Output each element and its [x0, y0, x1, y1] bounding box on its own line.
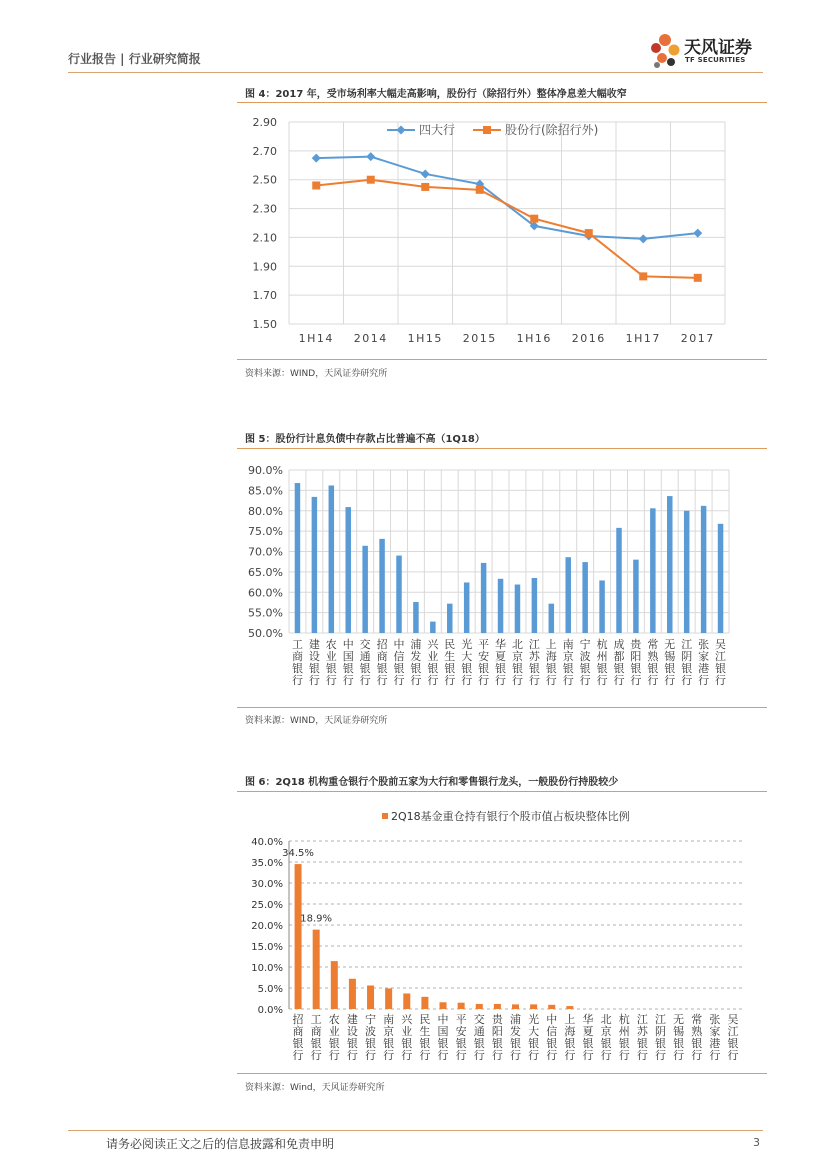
x-tick-label: 1H15 — [407, 332, 443, 345]
data-point — [312, 181, 320, 189]
data-point — [476, 186, 484, 194]
y-tick-label: 0.0% — [257, 1005, 283, 1016]
bar — [413, 602, 419, 633]
x-tick-label: 中信银行 — [393, 638, 405, 687]
bar — [494, 1004, 501, 1009]
bar — [345, 507, 351, 633]
x-tick-label: 建设银行 — [346, 1013, 358, 1062]
y-tick-label: 5.0% — [257, 984, 283, 995]
x-tick-label: 吴江银行 — [727, 1013, 739, 1062]
x-tick-label: 杭州银行 — [596, 638, 608, 687]
figure-6-bottom-rule — [237, 1073, 767, 1074]
header-divider — [68, 72, 763, 73]
bar — [667, 496, 673, 633]
x-tick-label: 贵阳银行 — [491, 1013, 503, 1062]
data-label: 34.5% — [282, 848, 314, 860]
x-tick-label: 1H14 — [298, 332, 334, 345]
x-tick-label: 农业银行 — [325, 638, 337, 687]
x-tick-label: 成都银行 — [613, 638, 625, 687]
figure-6-bar-chart — [237, 795, 767, 1070]
data-point — [693, 229, 702, 238]
x-tick-label: 江苏银行 — [528, 638, 540, 687]
bar — [549, 604, 555, 633]
y-tick-label: 50.0% — [248, 627, 283, 640]
data-point — [312, 154, 321, 163]
x-tick-label: 工商银行 — [291, 638, 303, 687]
bar — [312, 497, 318, 633]
bar — [515, 585, 521, 633]
x-tick-label: 建设银行 — [308, 638, 320, 687]
x-tick-label: 民生银行 — [444, 638, 456, 687]
legend-marker-orange — [483, 126, 491, 134]
bar — [440, 1002, 447, 1009]
bar — [530, 1004, 537, 1009]
bar — [512, 1004, 519, 1009]
bar — [349, 979, 356, 1009]
data-point — [367, 176, 375, 184]
figure-4-top-rule — [237, 102, 767, 103]
y-tick-label: 1.90 — [252, 260, 277, 274]
figure-6-top-rule — [237, 791, 767, 792]
x-tick-label: 2014 — [353, 332, 388, 345]
x-tick-label: 中国银行 — [437, 1013, 449, 1062]
bar — [718, 524, 724, 633]
footer-divider — [68, 1130, 763, 1131]
x-tick-label: 上海银行 — [545, 638, 557, 687]
bar — [396, 556, 402, 633]
data-point — [421, 169, 430, 178]
y-tick-label: 60.0% — [248, 586, 283, 600]
data-point — [639, 272, 647, 280]
legend-label: 2Q18基金重仓持有银行个股市值占板块整体比例 — [391, 810, 630, 823]
figure-4-line-chart — [237, 106, 767, 356]
x-tick-label: 中信银行 — [546, 1013, 558, 1062]
y-tick-label: 75.0% — [248, 525, 283, 539]
bar — [464, 582, 470, 633]
y-tick-label: 2.70 — [252, 144, 277, 158]
y-tick-label: 2.10 — [252, 231, 277, 245]
figure-6-title: 图 6：2Q18 机构重仓银行个股前五家为大行和零售银行龙头，一般股份行持股较少 — [245, 777, 619, 788]
x-tick-label: 交通银行 — [359, 638, 371, 687]
logo-name: 天风证券 — [684, 38, 752, 58]
logo-subtitle: TF SECURITIES — [685, 56, 746, 64]
x-tick-label: 宁波银行 — [365, 1013, 377, 1062]
figure-5-bar-chart — [237, 452, 767, 706]
bar — [701, 506, 707, 633]
data-point — [366, 152, 375, 161]
x-tick-label: 吴江银行 — [715, 638, 727, 687]
bar — [684, 511, 690, 633]
legend-label: 股份行(除招行外) — [505, 123, 599, 137]
x-tick-label: 平安银行 — [455, 1013, 467, 1062]
report-type: 行业报告 | 行业研究简报 — [68, 52, 201, 66]
x-tick-label: 江苏银行 — [636, 1013, 648, 1062]
data-label: 18.9% — [300, 913, 333, 925]
y-tick-label: 30.0% — [251, 879, 283, 890]
x-tick-label: 江阴银行 — [681, 638, 693, 687]
x-tick-label: 工商银行 — [310, 1013, 322, 1062]
x-tick-label: 上海银行 — [564, 1013, 576, 1062]
x-tick-label: 光大银行 — [528, 1013, 540, 1062]
data-point — [421, 183, 429, 191]
data-point — [639, 234, 648, 243]
bar — [633, 560, 639, 633]
y-tick-label: 2.30 — [252, 202, 277, 216]
y-tick-label: 65.0% — [248, 565, 283, 579]
bar — [385, 988, 392, 1009]
y-tick-label: 10.0% — [251, 963, 283, 974]
y-tick-label: 15.0% — [251, 942, 283, 953]
x-tick-label: 兴业银行 — [427, 638, 439, 687]
y-tick-label: 1.50 — [252, 318, 277, 331]
y-tick-label: 90.0% — [248, 464, 283, 477]
y-tick-label: 20.0% — [251, 921, 283, 932]
y-tick-label: 80.0% — [248, 504, 283, 518]
x-tick-label: 光大银行 — [461, 638, 473, 687]
bar — [650, 508, 656, 633]
bar — [379, 539, 385, 633]
page-number: 3 — [753, 1136, 760, 1149]
bar — [566, 1006, 573, 1009]
x-tick-label: 常熟银行 — [647, 638, 659, 687]
x-tick-label: 北京银行 — [600, 1013, 612, 1062]
bar — [430, 622, 436, 633]
y-tick-label: 2.90 — [252, 116, 277, 129]
x-tick-label: 平安银行 — [478, 638, 490, 687]
bar — [481, 563, 487, 633]
x-tick-label: 1H16 — [516, 332, 552, 345]
x-tick-label: 无锡银行 — [664, 638, 676, 687]
x-tick-label: 2015 — [462, 332, 497, 345]
x-tick-label: 2017 — [680, 332, 715, 345]
data-point — [530, 215, 538, 223]
bar — [582, 562, 588, 633]
x-tick-label: 浦发银行 — [510, 1013, 521, 1062]
bar — [548, 1005, 555, 1009]
figure-5-top-rule — [237, 448, 767, 449]
bar — [421, 997, 428, 1009]
x-tick-label: 华夏银行 — [495, 638, 507, 687]
figure-4-title: 图 4：2017 年，受市场利率大幅走高影响，股份行（除招行外）整体净息差大幅收窄 — [245, 89, 627, 100]
bar — [616, 528, 622, 633]
bar — [329, 485, 335, 633]
x-tick-label: 招商银行 — [376, 638, 388, 687]
x-tick-label: 招商银行 — [292, 1013, 304, 1062]
bar — [403, 993, 410, 1009]
x-tick-label: 农业银行 — [328, 1013, 340, 1062]
y-tick-label: 2.50 — [252, 173, 277, 187]
x-tick-label: 杭州银行 — [618, 1013, 630, 1062]
figure-6-source: 资料来源：Wind，天风证券研究所 — [245, 1083, 385, 1093]
bar — [565, 557, 571, 633]
y-tick-label: 1.70 — [252, 289, 277, 303]
bar — [331, 961, 338, 1009]
legend-label: 四大行 — [419, 123, 456, 137]
bar — [295, 864, 302, 1009]
y-tick-label: 25.0% — [251, 900, 283, 911]
y-tick-label: 55.0% — [248, 606, 283, 620]
x-tick-label: 北京银行 — [511, 638, 523, 687]
bar — [362, 546, 368, 633]
x-tick-label: 华夏银行 — [582, 1013, 594, 1062]
footer-disclaimer: 请务必阅读正文之后的信息披露和免责申明 — [106, 1137, 335, 1151]
x-tick-label: 无锡银行 — [673, 1013, 685, 1062]
bar — [367, 985, 374, 1009]
figure-5-title: 图 5：股份行计息负债中存款占比普遍不高（1Q18） — [245, 434, 485, 445]
bar — [498, 579, 504, 633]
x-tick-label: 民生银行 — [419, 1013, 431, 1062]
bar — [532, 578, 538, 633]
x-tick-label: 南京银行 — [383, 1013, 395, 1062]
figure-4-source: 资料来源：WIND，天风证券研究所 — [245, 369, 388, 379]
x-tick-label: 张家港行 — [709, 1013, 721, 1062]
x-tick-label: 南京银行 — [562, 638, 574, 687]
bar — [458, 1003, 465, 1009]
figure-4-bottom-rule — [237, 359, 767, 360]
x-tick-label: 中国银行 — [342, 638, 354, 687]
x-tick-label: 江阴银行 — [654, 1013, 666, 1062]
x-tick-label: 宁波银行 — [579, 638, 591, 687]
bar — [599, 580, 605, 633]
legend-marker — [382, 813, 388, 819]
data-point — [585, 229, 593, 237]
data-point — [694, 274, 702, 282]
x-tick-label: 兴业银行 — [401, 1013, 413, 1062]
x-tick-label: 交通银行 — [473, 1013, 485, 1062]
x-tick-label: 浦发银行 — [410, 638, 422, 687]
figure-5-bottom-rule — [237, 707, 767, 708]
y-tick-label: 70.0% — [248, 545, 283, 559]
y-tick-label: 35.0% — [251, 858, 283, 869]
bar — [295, 483, 301, 633]
figure-5-source: 资料来源：WIND，天风证券研究所 — [245, 716, 388, 726]
bar — [447, 604, 453, 633]
bar — [476, 1004, 483, 1009]
y-tick-label: 85.0% — [248, 484, 283, 498]
x-tick-label: 2016 — [571, 332, 606, 345]
x-tick-label: 贵阳银行 — [630, 638, 642, 687]
bar — [313, 930, 320, 1009]
y-tick-label: 40.0% — [251, 837, 283, 848]
x-tick-label: 张家港行 — [698, 638, 710, 687]
x-tick-label: 常熟银行 — [691, 1013, 703, 1062]
x-tick-label: 1H17 — [625, 332, 661, 345]
